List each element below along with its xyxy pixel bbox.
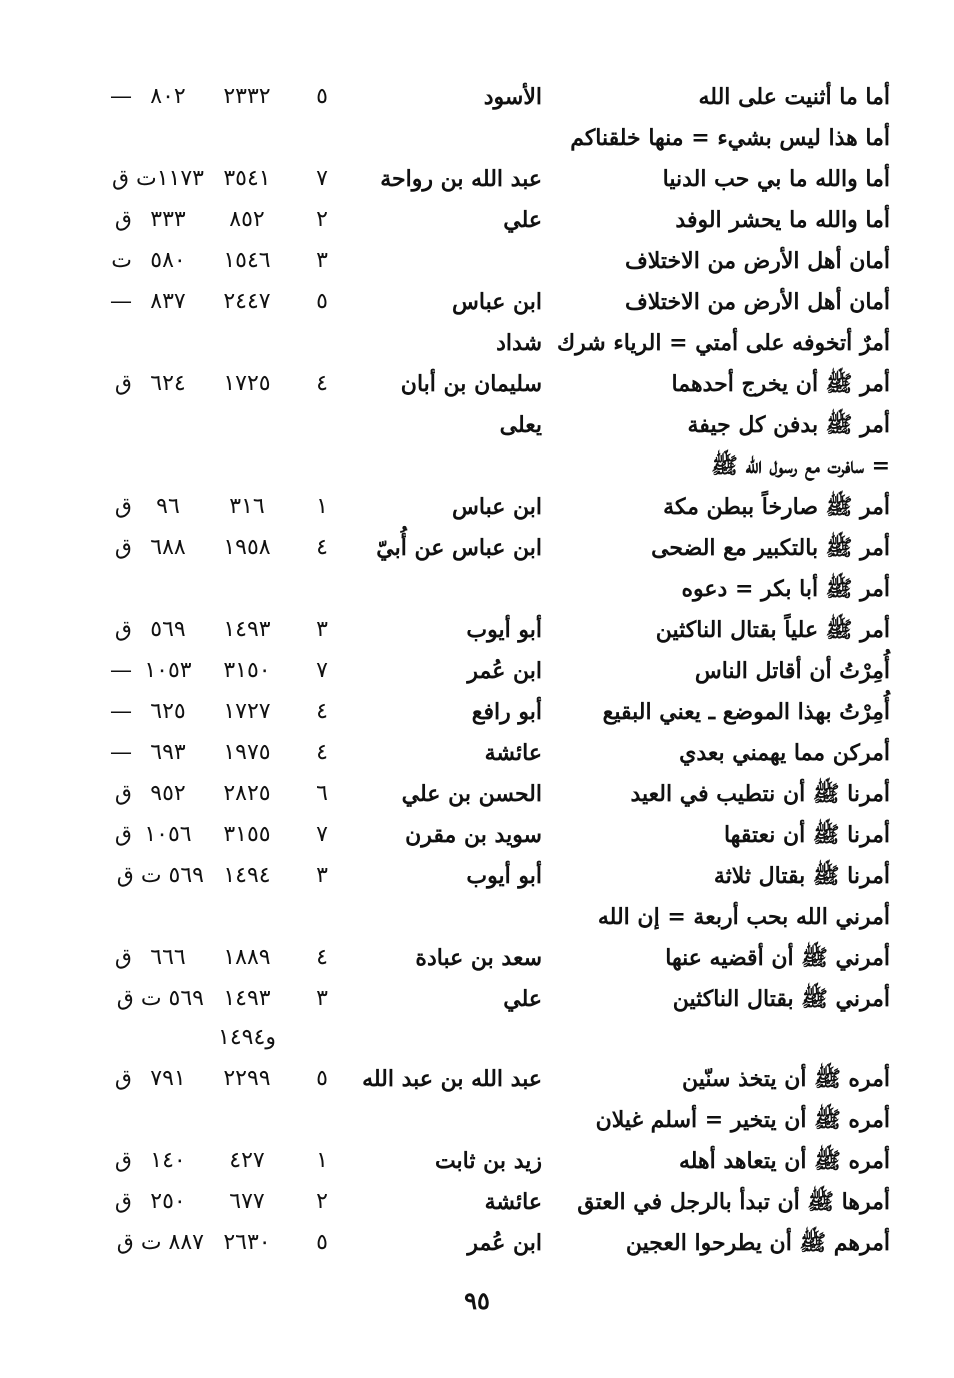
page-reference: ٦٦٦	[150, 945, 186, 970]
hadith-text: أمر ﷺ أبا بكر = دعوه	[681, 576, 890, 602]
hadith-text: أمرنا ﷺ أن نتطيب في العيد	[630, 781, 890, 807]
narrator	[342, 897, 542, 937]
hadith-text: أمرني الله بحب أربعة = إن الله	[597, 904, 890, 930]
narrator: أبو أيوب	[466, 617, 542, 643]
page-reference: ٦٩٣	[150, 740, 186, 765]
hadith-number: ٣١٦	[229, 494, 265, 519]
volume-number: ٣	[316, 617, 328, 642]
hadith-number: ٢٢٩٩	[223, 1066, 271, 1091]
hadith-number: ١٤٩٤	[223, 863, 271, 888]
hadith-text: = سافرت مع رسول الله ﷺ	[711, 453, 890, 479]
index-row	[0, 446, 954, 486]
hadith-text: أما هذا ليس بشيء = منها خلقناكم	[570, 125, 890, 151]
source-code: ت	[111, 248, 132, 273]
volume-number: ٤	[316, 740, 328, 765]
index-row	[0, 774, 954, 814]
narrator	[342, 241, 542, 281]
volume-number: ٥	[316, 289, 328, 314]
volume-number	[300, 569, 344, 609]
page-reference	[130, 118, 206, 158]
volume-number: ٣	[316, 863, 328, 888]
index-row	[0, 282, 954, 322]
index-row	[0, 405, 954, 445]
volume-number	[300, 118, 344, 158]
source-code: ٥٦٩ ت ق	[116, 863, 204, 888]
index-row	[0, 979, 954, 1019]
narrator	[342, 1100, 542, 1140]
hadith-text: أمرنا ﷺ بقتال ثلاثة	[713, 863, 890, 889]
narrator: أبو رافع	[471, 699, 542, 725]
index-row	[0, 159, 954, 199]
volume-number: ٦	[316, 781, 328, 806]
hadith-number: ١٩٥٨	[223, 535, 271, 560]
volume-number	[300, 323, 344, 363]
index-row	[0, 1018, 954, 1058]
narrator: عائشة	[484, 740, 542, 766]
page-reference: ٦٢٤	[150, 371, 186, 396]
hadith-text: أمرنا ﷺ أن نعتقها	[723, 822, 890, 848]
narrator: عبد الله بن رواحة	[380, 166, 542, 192]
source-code: ق	[114, 1189, 132, 1214]
volume-number	[300, 1018, 344, 1058]
hadith-text	[590, 1018, 890, 1058]
source-code	[88, 446, 132, 486]
narrator: ابن عباس عن أُبيّ	[376, 535, 542, 561]
index-row	[0, 897, 954, 937]
page-reference	[130, 897, 206, 937]
index-row	[0, 528, 954, 568]
page-reference	[130, 1018, 206, 1058]
hadith-text: أمرهم ﷺ أن يطرحوا العجين	[625, 1230, 890, 1256]
hadith-number: ١٨٨٩	[223, 945, 271, 970]
hadith-number	[204, 446, 290, 486]
hadith-number	[204, 897, 290, 937]
narrator: ابن عُمر	[467, 658, 542, 684]
source-code	[88, 323, 132, 363]
hadith-text: أما والله ما يحشر الوفد	[675, 207, 890, 233]
narrator: علي	[503, 207, 542, 233]
page-reference: ٩٥٢	[150, 781, 186, 806]
index-row	[0, 610, 954, 650]
source-code	[88, 1100, 132, 1140]
page-reference: ٨٠٢	[150, 84, 186, 109]
hadith-number: ٣٥٤١	[223, 166, 271, 191]
source-code: ق	[114, 945, 132, 970]
hadith-text: أما ما أثنيت على الله	[698, 84, 890, 110]
index-row	[0, 815, 954, 855]
index-row	[0, 569, 954, 609]
hadith-text: أمره ﷺ أن يتعاهد أهله	[678, 1148, 890, 1174]
narrator: الحسن بن علي	[401, 781, 542, 807]
source-code	[88, 1018, 132, 1058]
hadith-number: ١٧٢٧	[223, 699, 271, 724]
hadith-number: ١٧٢٥	[223, 371, 271, 396]
index-row	[0, 118, 954, 158]
index-row	[0, 241, 954, 281]
index-row	[0, 200, 954, 240]
hadith-text: أمرٌ أتخوفه على أمتي = الرياء شرك	[557, 330, 890, 356]
hadith-text: أمره ﷺ أن يتخير = أسلم غيلان	[595, 1107, 890, 1133]
hadith-text: أمرني ﷺ أن أقضيه عنها	[665, 945, 890, 971]
volume-number	[300, 405, 344, 445]
volume-number: ٧	[316, 822, 328, 847]
source-code: —	[110, 699, 132, 724]
hadith-text: أمره ﷺ أن يتخذ سنّين	[681, 1066, 890, 1092]
volume-number: ٧	[316, 166, 328, 191]
hadith-number: ٢٤٤٧	[223, 289, 271, 314]
hadith-number: ٣١٥٠	[223, 658, 271, 683]
hadith-number: ٨٥٢	[229, 207, 265, 232]
narrator: شداد	[496, 330, 542, 356]
source-code: ق	[114, 822, 132, 847]
narrator: عائشة	[484, 1189, 542, 1215]
source-code	[88, 897, 132, 937]
hadith-number	[204, 118, 290, 158]
hadith-number: ٢٣٣٢	[223, 84, 271, 109]
hadith-number: ١٤٩٣	[223, 617, 271, 642]
source-code: —	[110, 658, 132, 683]
source-code: ق	[114, 535, 132, 560]
page-reference: ٨٣٧	[150, 289, 186, 314]
source-code: —	[110, 289, 132, 314]
hadith-text: أمان أهل الأرض من الاختلاف	[624, 248, 890, 274]
volume-number: ١	[316, 1148, 328, 1173]
volume-number: ٢	[316, 207, 328, 232]
hadith-number	[204, 323, 290, 363]
page-reference: ٣٣٣	[150, 207, 186, 232]
hadith-number	[204, 1100, 290, 1140]
narrator: سعد بن عبادة	[415, 945, 542, 971]
volume-number	[300, 446, 344, 486]
volume-number: ٤	[316, 371, 328, 396]
volume-number: ٤	[316, 535, 328, 560]
hadith-number	[204, 405, 290, 445]
page-reference	[130, 405, 206, 445]
hadith-text: أمرها ﷺ أن تبدأ بالرجل في العتق	[577, 1189, 890, 1215]
source-code	[88, 118, 132, 158]
hadith-text: أمر ﷺ أن يخرج أحدهما	[671, 371, 890, 397]
hadith-text: أما والله ما بي حب الدنيا	[662, 166, 890, 192]
hadith-number: ١٤٩٣	[223, 986, 271, 1011]
page-reference	[130, 446, 206, 486]
source-code: ق	[114, 371, 132, 396]
volume-number: ٢	[316, 1189, 328, 1214]
hadith-text: أمر ﷺ بدفن كل جيفة	[687, 412, 890, 438]
hadith-number: ٢٦٣٠	[223, 1230, 271, 1255]
volume-number: ٤	[316, 945, 328, 970]
index-row	[0, 651, 954, 691]
page-reference: ٦٨٨	[150, 535, 186, 560]
index-row	[0, 1059, 954, 1099]
narrator: سليمان بن أبان	[400, 371, 542, 397]
narrator: ابن عباس	[452, 494, 542, 520]
narrator: أبو أيوب	[466, 863, 542, 889]
hadith-text: أُمِرْتُ أن أقاتل الناس	[694, 658, 890, 684]
index-row	[0, 1182, 954, 1222]
index-row	[0, 938, 954, 978]
source-code: ق	[114, 781, 132, 806]
volume-number: ٣	[316, 986, 328, 1011]
narrator	[342, 446, 542, 486]
index-row	[0, 733, 954, 773]
volume-number: ٣	[316, 248, 328, 273]
narrator: عبد الله بن عبد الله	[362, 1066, 542, 1092]
page-reference: ١٤٠	[150, 1148, 186, 1173]
narrator	[342, 118, 542, 158]
source-code	[88, 405, 132, 445]
hadith-text: أمركن مما يهمني بعدي	[679, 740, 890, 766]
hadith-number: ٣١٥٥	[223, 822, 271, 847]
narrator	[342, 569, 542, 609]
source-code	[88, 569, 132, 609]
index-row	[0, 487, 954, 527]
source-code: —	[110, 740, 132, 765]
hadith-text: أمرني ﷺ بقتال الناكثين	[672, 986, 890, 1012]
hadith-number	[204, 569, 290, 609]
index-row	[0, 1141, 954, 1181]
page-reference: ٥٨٠	[150, 248, 186, 273]
index-row	[0, 1223, 954, 1263]
index-row	[0, 692, 954, 732]
volume-number: ٧	[316, 658, 328, 683]
hadith-text: أُمِرْتُ بهذا الموضع ـ يعني البقيع	[602, 699, 890, 725]
volume-number	[300, 897, 344, 937]
page-reference: ١٠٥٣	[144, 658, 192, 683]
volume-number: ١	[316, 494, 328, 519]
source-code: ٨٨٧ ت ق	[116, 1230, 204, 1255]
source-code: ق	[114, 617, 132, 642]
volume-number: ٤	[316, 699, 328, 724]
narrator: الأسود	[483, 84, 542, 110]
narrator: علي	[503, 986, 542, 1012]
hadith-number: ٦٧٧	[229, 1189, 265, 1214]
index-row	[0, 364, 954, 404]
hadith-number: ٤٢٧	[229, 1148, 265, 1173]
index-row	[0, 1100, 954, 1140]
hadith-number: ٢٨٢٥	[223, 781, 271, 806]
narrator: زيد بن ثابت	[434, 1148, 542, 1174]
narrator	[342, 1018, 542, 1058]
hadith-text: أمر ﷺ صارخاً ببطن مكة	[663, 494, 890, 520]
index-row	[0, 77, 954, 117]
hadith-number: و١٤٩٤	[218, 1025, 276, 1050]
hadith-number: ١٩٧٥	[223, 740, 271, 765]
index-row	[0, 856, 954, 896]
volume-number: ٥	[316, 1066, 328, 1091]
source-code: ٥٦٩ ت ق	[116, 986, 204, 1011]
hadith-number: ١٥٤٦	[223, 248, 271, 273]
source-code: ١١٧٣ت ق	[111, 166, 204, 191]
source-code: ق	[114, 494, 132, 519]
page-reference: ٧٩١	[150, 1066, 186, 1091]
hadith-text: أمر ﷺ بالتكبير مع الضحى	[651, 535, 890, 561]
page-reference: ٢٥٠	[150, 1189, 186, 1214]
page-number: ٩٥	[464, 1286, 490, 1315]
page-reference: ١٠٥٦	[144, 822, 192, 847]
page-reference	[130, 323, 206, 363]
page-reference	[130, 1100, 206, 1140]
page-reference: ٦٢٥	[150, 699, 186, 724]
volume-number: ٥	[316, 1230, 328, 1255]
source-code: ق	[114, 207, 132, 232]
narrator: يعلى	[499, 412, 542, 438]
hadith-text: أمان أهل الأرض من الاختلاف	[624, 289, 890, 315]
source-code: —	[110, 84, 132, 109]
page-reference: ٥٦٩	[150, 617, 186, 642]
volume-number	[300, 1100, 344, 1140]
source-code: ق	[114, 1148, 132, 1173]
page-reference	[130, 569, 206, 609]
index-row	[0, 323, 954, 363]
page-reference: ٩٦	[156, 494, 180, 519]
narrator: ابن عباس	[452, 289, 542, 315]
volume-number: ٥	[316, 84, 328, 109]
hadith-text: أمر ﷺ علياً بقتال الناكثين	[655, 617, 890, 643]
narrator: ابن عُمر	[467, 1230, 542, 1256]
narrator: سويد بن مقرن	[405, 822, 542, 848]
source-code: ق	[114, 1066, 132, 1091]
